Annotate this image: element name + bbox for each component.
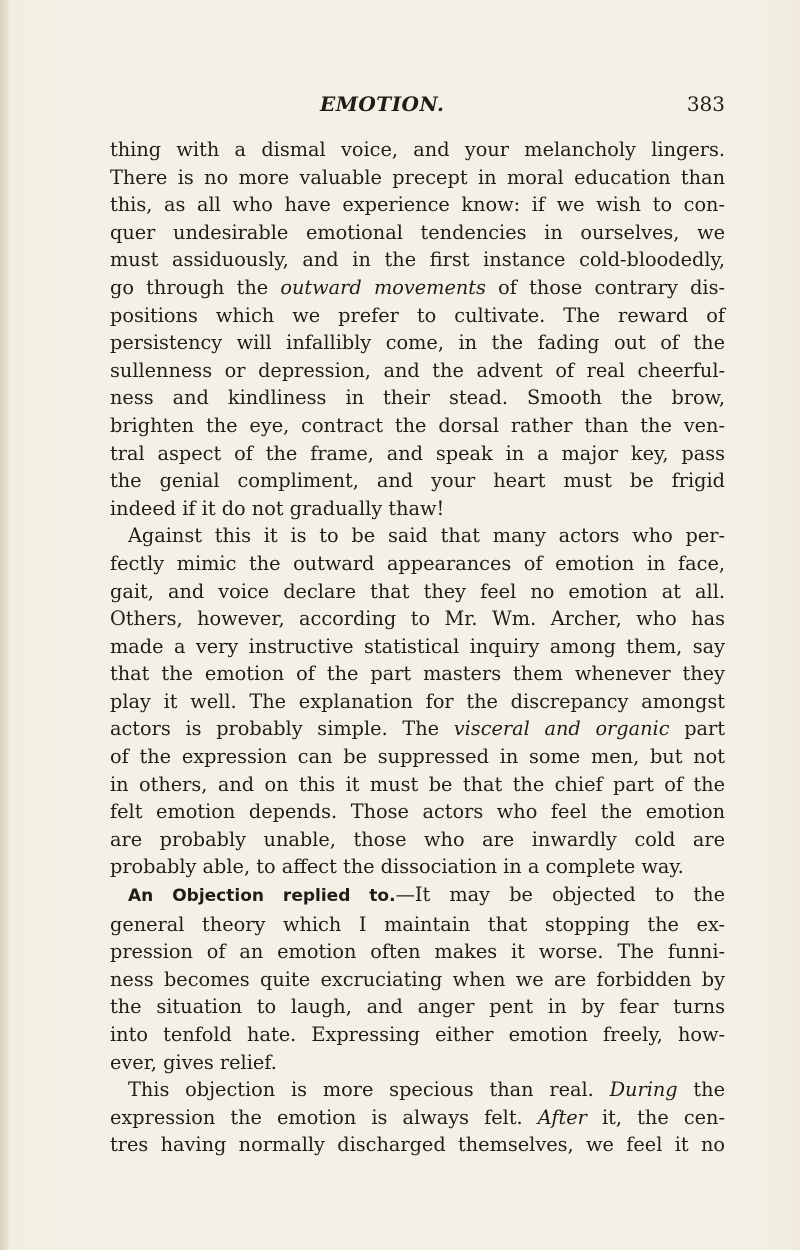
text-line: the situation to laugh, and anger pent in by fear turns: [110, 995, 725, 1019]
text-line: persistency will infallibly come, in the fading out of the: [110, 331, 725, 355]
text-run: go through the: [110, 275, 281, 299]
text-line: probably able, to affect the dissociation in a complete way.: [110, 855, 684, 879]
text-line: in others, and on this it must be that the chief part of the: [110, 772, 725, 796]
paragraph-start: Against this it is to be said that many actors who per-: [128, 524, 725, 548]
text-line: into tenfold hate. Expressing either emotion freely, how-: [110, 1023, 725, 1046]
text-line: [110, 715, 725, 743]
text-line: that the emotion of the part masters them whenever they: [110, 662, 725, 686]
text-line: Others, however, according to Mr. Wm. Archer, who has: [110, 607, 725, 631]
page-header: [110, 92, 725, 122]
text-line: brighten the eye, contract the dorsal rather than the ven-: [110, 413, 725, 437]
paragraph-start: [110, 881, 725, 911]
page-gutter-shadow: [0, 0, 10, 1250]
italic-phrase: outward movements: [280, 275, 486, 299]
section-subheading: An Objection replied to.: [128, 886, 396, 907]
paragraph-start: [110, 1076, 725, 1104]
text-line: positions which we prefer to cultivate. The reward of: [110, 303, 725, 327]
text-run: part: [669, 717, 725, 741]
text-run: it, the cen-: [586, 1105, 725, 1129]
text-line: made a very instructive statistical inquiry among them, say: [110, 634, 725, 658]
text-line: must assiduously, and in the first instance cold-bloodedly,: [110, 248, 725, 272]
text-line: the genial compliment, and your heart must be frigid: [110, 469, 725, 493]
text-line: indeed if it do not gradually thaw!: [110, 496, 445, 520]
text-line: quer undesirable emotional tendencies in ourselves, we: [110, 220, 725, 244]
page-number: 383: [686, 92, 725, 116]
italic-phrase: visceral and organic: [453, 717, 670, 741]
text-line: tres having normally discharged themselves, we feel it no: [110, 1133, 725, 1157]
text-line: [110, 1104, 725, 1132]
text-line: ness and kindliness in their stead. Smooth the brow,: [110, 386, 725, 410]
text-line: pression of an emotion often makes it worse. The funni-: [110, 940, 725, 964]
italic-phrase: During: [609, 1078, 678, 1102]
text-run: the: [677, 1078, 725, 1102]
italic-phrase: After: [537, 1105, 587, 1129]
text-line: sullenness or depression, and the advent of real cheerful-: [110, 358, 725, 382]
text-line: tral aspect of the frame, and speak in a major key, pass: [110, 441, 725, 465]
text-line: this, as all who have experience know: if we wish to con-: [110, 193, 725, 217]
text-line: felt emotion depends. Those actors who feel the emotion: [110, 800, 725, 824]
text-line: ever, gives relief.: [110, 1050, 277, 1074]
text-run: expression the emotion is always felt.: [110, 1105, 538, 1129]
text-line: play it well. The explanation for the discrepancy amongst: [110, 689, 725, 713]
text-run: —It may be objected to the: [395, 883, 725, 907]
text-run: of those contrary dis-: [485, 275, 726, 299]
text-line: are probably unable, those who are inwardly cold are: [110, 827, 725, 851]
running-title: EMOTION.: [320, 92, 445, 116]
text-line: ness becomes quite excruciating when we are forbidden by: [110, 967, 725, 991]
text-line: fectly mimic the outward appearances of emotion in face,: [110, 551, 725, 575]
text-line: of the expression can be suppressed in some men, but not: [110, 745, 725, 769]
text-line: general theory which I maintain that stopping the ex-: [110, 912, 725, 936]
text-line: gait, and voice declare that they feel no emotion at all.: [110, 579, 725, 603]
text-line: thing with a dismal voice, and your melancholy lingers.: [110, 138, 725, 161]
text-line: [110, 274, 725, 302]
body-text: [110, 136, 725, 1159]
text-run: actors is probably simple. The: [110, 717, 454, 741]
text-line: There is no more valuable precept in moral education than: [110, 165, 725, 189]
text-run: This objection is more specious than real.: [128, 1078, 610, 1102]
